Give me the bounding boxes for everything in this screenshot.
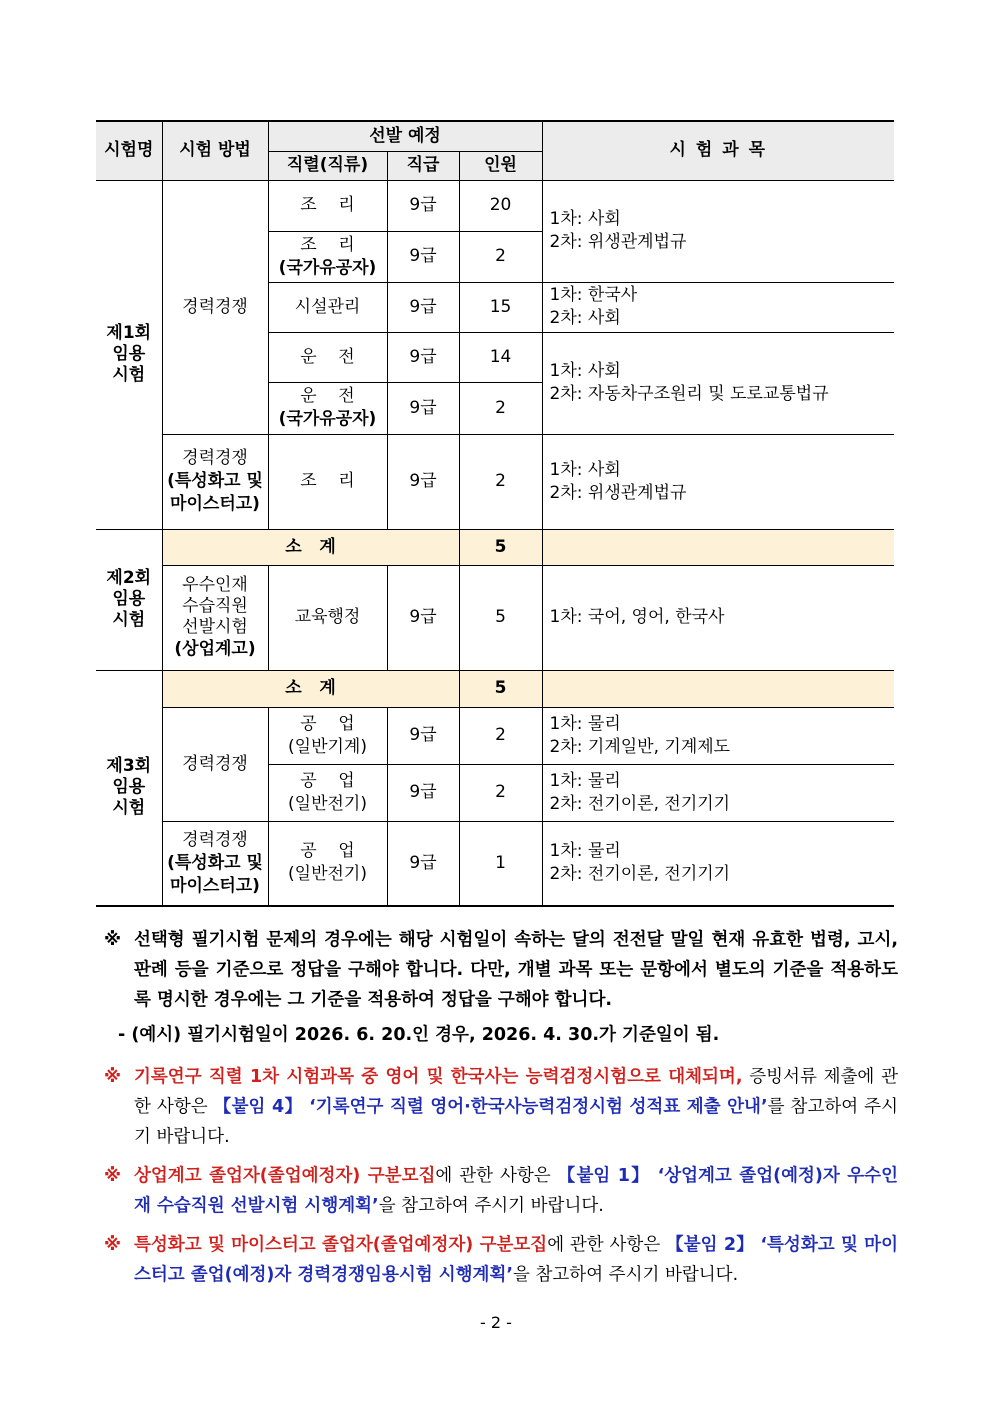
subject-line: 1차: 물리 [549,770,621,791]
attachment-reference: 【붙임 1】 ‘상업계고 졸업(예정)자 우수인재 수습직원 선발시험 시행계획’ [134,1166,898,1216]
count-cell: 5 [459,565,542,670]
subject-line: 2차: 전기이론, 전기기기 [549,864,731,885]
subject-line: 2차: 사회 [549,308,621,328]
round2-label: 제2회 임용 시험 [96,529,162,670]
grade-cell: 9급 [387,382,459,434]
subtotal-value: 5 [459,670,542,707]
subject-cell [542,282,894,332]
subject-line: 1차: 한국사 [549,285,638,305]
count-cell: 2 [459,707,542,764]
note-specialized-hs [104,1230,898,1290]
grade-cell: 9급 [387,821,459,906]
subject-line: 1차: 사회 [549,459,621,480]
table-row [96,565,894,670]
subject-line: 1차: 사회 [549,209,621,229]
subject-line: 2차: 기계일반, 기계제도 [549,736,731,757]
subject-cell [542,180,894,282]
attachment-reference: 【붙임 2】 ‘특성화고 및 마이스터고 졸업(예정)자 경력경쟁임용시험 시행계획’ [134,1235,898,1285]
reference-mark-icon: ※ [104,930,122,950]
note-highlight-red: 상업계고 졸업자(졸업예정자) 구분모집 [134,1166,436,1186]
method-line: (특성화고 및 [167,471,263,491]
header-job-series: 직렬(직류) [268,151,387,180]
job-subtype: (일반전기) [288,864,367,885]
subject-line: 1차: 물리 [549,841,621,862]
count-cell: 1 [459,821,542,906]
subtotal-blank [542,529,894,565]
job-cell: 교육행정 [268,565,387,670]
grade-cell: 9급 [387,434,459,529]
subject-line: 2차: 위생관계법규 [549,482,687,503]
count-cell: 2 [459,231,542,282]
header-grade: 직급 [387,151,459,180]
subject-cell [542,434,894,529]
grade-cell: 9급 [387,231,459,282]
header-subjects: 시 험 과 목 [542,121,894,180]
grade-cell: 9급 [387,332,459,382]
subject-cell [542,764,894,821]
reference-mark-icon: ※ [104,1166,122,1186]
note-highlight-red: 특성화고 및 마이스터고 졸업자(졸업예정자) 구분모집 [134,1235,548,1255]
round1-method-special [162,434,268,529]
subject-line: 1차: 물리 [549,713,621,734]
note-text: 에 관한 사항은 [435,1166,558,1186]
round3-method-career: 경력경쟁 [162,707,268,821]
note-highlight-red: 기록연구 직렬 1차 시험과목 중 영어 및 한국사는 능력검정시험으로 대체되며, [134,1067,743,1087]
table-row [96,434,894,529]
reference-mark-icon: ※ [104,1235,122,1255]
job-name: 공 업 [300,713,355,734]
job-cell: 조 리 [268,180,387,231]
note-text: 를 참고하여 주시기 바랍니다. [134,1097,898,1147]
exam-schedule-table [96,120,894,907]
job-cell: 조 리 [268,434,387,529]
count-cell: 14 [459,332,542,382]
method-line: 경력경쟁 [182,448,248,468]
subtotal-label: 소 계 [162,529,459,565]
subject-cell: 1차: 국어, 영어, 한국사 [542,565,894,670]
job-name: 운 전 [300,386,355,406]
round3-label: 제3회 임용 시험 [96,670,162,906]
job-cell [268,707,387,764]
method-line: (특성화고 및 [167,852,263,873]
header-headcount: 인원 [459,151,542,180]
subtotal-blank [542,670,894,707]
grade-cell: 9급 [387,707,459,764]
job-cell [268,231,387,282]
job-cell [268,382,387,434]
grade-cell: 9급 [387,565,459,670]
count-cell: 2 [459,764,542,821]
method-line: 우수인재 [182,574,248,595]
note-text: 에 관한 사항은 [547,1235,667,1255]
note-commercial-hs [104,1161,898,1221]
method-line: 마이스터고) [170,494,260,514]
note-text: 증빙서류 제출에 관한 사항은 [134,1067,898,1117]
note-archives-exam [104,1062,898,1152]
note-text: 을 참고하여 주시기 바랍니다. [378,1196,604,1216]
note-text: 을 참고하여 주시기 바랍니다. [513,1265,739,1285]
page-number: - 2 - [480,1313,512,1332]
reference-mark-icon: ※ [104,1067,122,1087]
method-line: 수습직원 [182,595,248,616]
subject-cell [542,821,894,906]
round2-method [162,565,268,670]
note-example: - (예시) 필기시험일이 2026. 6. 20.인 경우, 2026. 4. 30.가 기준일이 됨. [118,1025,720,1045]
round3-method-special [162,821,268,906]
method-line: 마이스터고) [170,875,260,896]
grade-cell: 9급 [387,764,459,821]
table-row [96,180,894,231]
attachment-reference: 【붙임 4】 ‘기록연구 직렬 영어·한국사능력검정시험 성적표 제출 안내’ [213,1097,768,1117]
subtotal-label: 소 계 [162,670,459,707]
table-row [96,707,894,764]
subtotal-row [96,529,894,565]
job-name: 공 업 [300,841,355,862]
method-line: 선발시험 [182,616,248,637]
job-subtype: (국가유공자) [278,257,377,278]
subject-cell [542,707,894,764]
round1-label: 제1회 임용 시험 [96,180,162,529]
note-text: 선택형 필기시험 문제의 경우에는 해당 시험일이 속하는 달의 전전달 말일 현재 유효한 법령, 고시, 판례 등을 기준으로 정답을 구해야 합니다. 다만, 개별 과목 또는 문항에서 별도의 기준을 적용하도록 명시한 경우에는 그 기준을 적용하여 정답을 구해야 합니다. [134,930,898,1010]
subtotal-value: 5 [459,529,542,565]
header-selection-plan: 선발 예정 [268,121,542,151]
job-subtype: (일반기계) [288,736,367,757]
header-exam-method: 시험 방법 [162,121,268,180]
subject-cell [542,332,894,434]
count-cell: 2 [459,382,542,434]
subtotal-row [96,670,894,707]
job-name: 조 리 [300,234,355,255]
job-cell: 시설관리 [268,282,387,332]
subject-line: 2차: 위생관계법규 [549,232,687,252]
job-name: 공 업 [300,770,355,791]
note-answer-criteria [104,925,898,1015]
count-cell: 2 [459,434,542,529]
method-line: (상업계고) [174,638,256,659]
job-subtype: (일반전기) [288,793,367,814]
subject-line: 1차: 사회 [549,361,621,381]
job-cell [268,764,387,821]
grade-cell: 9급 [387,282,459,332]
method-line: 경력경쟁 [182,829,248,850]
count-cell: 15 [459,282,542,332]
subject-line: 2차: 전기이론, 전기기기 [549,793,731,814]
subject-line: 2차: 자동차구조원리 및 도로교통법규 [549,384,829,404]
grade-cell: 9급 [387,180,459,231]
job-subtype: (국가유공자) [278,409,377,429]
count-cell: 20 [459,180,542,231]
header-exam-name: 시험명 [96,121,162,180]
notes-section [104,925,898,1299]
job-cell: 운 전 [268,332,387,382]
round1-method-career: 경력경쟁 [162,180,268,434]
table-row [96,821,894,906]
job-cell [268,821,387,906]
